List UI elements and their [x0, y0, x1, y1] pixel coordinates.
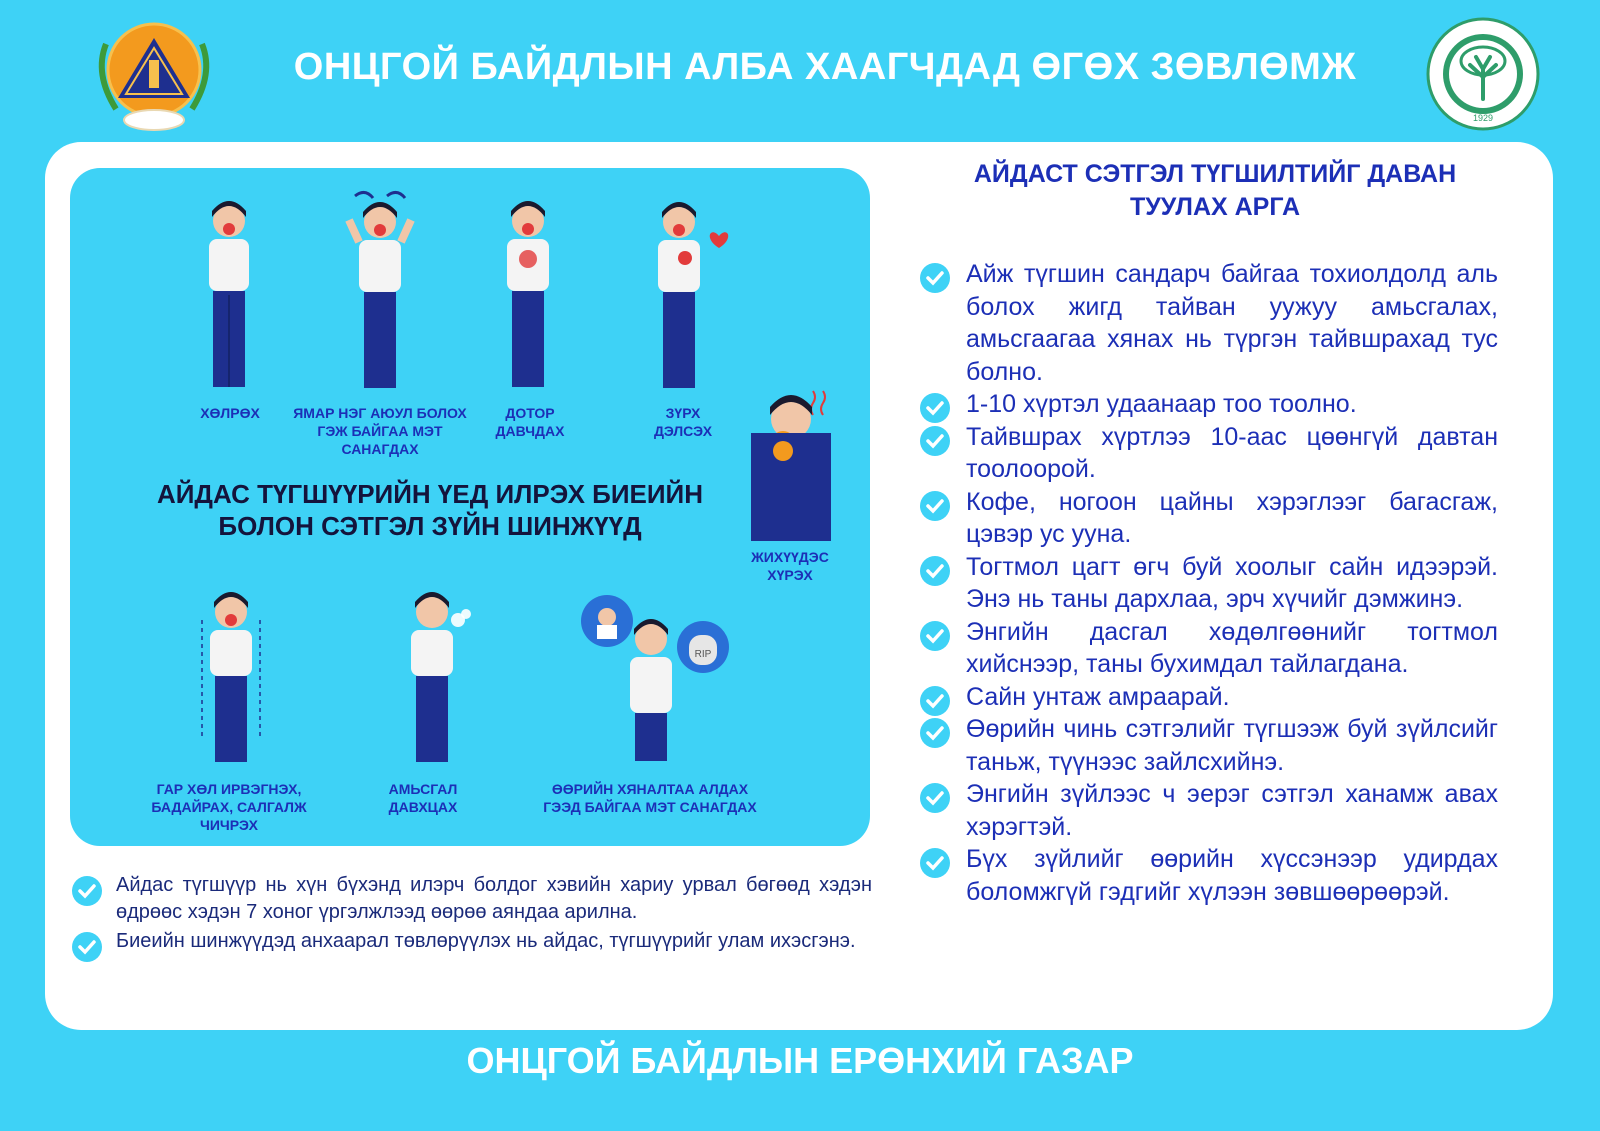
check-icon [72, 932, 102, 962]
tips-title: АЙДАСТ СЭТГЭЛ ТҮГШИЛТИЙГ ДАВАН ТУУЛАХ АРГА [973, 160, 1457, 221]
tip-item [920, 843, 1498, 908]
tombstone-text: RIP [694, 649, 712, 660]
tip-item [920, 388, 1498, 421]
check-icon [920, 426, 950, 456]
tip-item [920, 778, 1498, 843]
symptom-label-shivering: ЖИХҮҮДЭС ХҮРЭХ [751, 549, 829, 583]
tip-text: Өөрийн чинь сэтгэлийг түгшээж буй зүйлсийг таньж, түүнээс зайлсхийнэ. [966, 715, 1498, 776]
tip-text: Тогтмол цагт өгч буй хоолыг сайн идээрэй. Энэ нь таны дархлаа, эрч хүчийг дэмжинэ. [966, 552, 1498, 613]
check-icon [920, 263, 950, 293]
mental-health-center-emblem-icon [1426, 17, 1540, 131]
emergency-emblem-logo [86, 14, 222, 134]
tips-list [920, 258, 1498, 908]
tip-item [920, 681, 1498, 714]
chest-tightness-person-icon [493, 195, 563, 395]
tip-item [920, 713, 1498, 778]
footer-title: ОНЦГОЙ БАЙДЛЫН ЕРӨНХИЙ ГАЗАР [466, 1040, 1134, 1081]
tip-text: Айж түгшин сандарч байгаа тохиолдолд аль болох жигд тайван уужуу амьсгалах, амьсгаагаа хянах нь түргэн тайвшрахад тус болно. [966, 260, 1498, 386]
trembling-person-icon [196, 590, 266, 770]
shortness-of-breath-person-icon [400, 590, 475, 770]
tip-item [920, 258, 1498, 388]
heart-pounding-person-icon [645, 200, 740, 395]
anxious-person-icon [345, 188, 415, 395]
tip-item [920, 551, 1498, 616]
shivering-person-icon [743, 385, 838, 545]
tip-text: Кофе, ногоон цайны хэрэглээг багасгаж, цэвэр ус ууна. [966, 487, 1498, 548]
check-icon [920, 848, 950, 878]
tip-item [920, 486, 1498, 551]
tip-item [920, 421, 1498, 486]
page-title: ОНЦГОЙ БАЙДЛЫН АЛБА ХААГЧДАД ӨГӨХ ЗӨВЛӨМЖ [293, 46, 1357, 88]
symptom-label-sweating: ХӨЛРӨХ [200, 405, 260, 421]
sweating-person-icon [197, 195, 261, 395]
check-icon [920, 686, 950, 716]
bullet-text: Биеийн шинжүүдэд анхаарал төвлөрүүлэх нь айдас, түгшүүрийг улам ихэсгэнэ. [116, 930, 856, 952]
logo-year: 1929 [1472, 113, 1494, 123]
losing-control-person-icon [575, 595, 735, 770]
tip-text: Сайн унтаж амраарай. [966, 682, 1230, 711]
emergency-emblem-icon [86, 14, 222, 134]
symptom-label-breath: АМЬСГАЛ ДАВХЦАХ [388, 781, 458, 815]
left-bullet-list [72, 872, 872, 957]
mental-health-center-logo [1426, 17, 1540, 131]
list-item [72, 928, 872, 955]
bullet-text: Айдас түгшүүр нь хүн бүхэнд илэрч болдог хэвийн хариу урвал бөгөөд хэдэн өдрөөс хэдэн 7 хоног үргэлжлээд өөрөө аяндаа арилна. [116, 874, 872, 923]
check-icon [920, 491, 950, 521]
symptom-label-control: ӨӨРИЙН ХЯНАЛТАА АЛДАХ ГЭЭД БАЙГАА МЭТ САНАГДАХ [543, 781, 757, 815]
symptom-label-danger: ЯМАР НЭГ АЮУЛ БОЛОХ ГЭЖ БАЙГАА МЭТ САНАГДАХ [293, 405, 467, 457]
tip-text: Энгийн зүйлээс ч эерэг сэтгэл ханамж авах хэрэгтэй. [966, 780, 1498, 841]
panel-headline: АЙДАС ТҮГШҮҮРИЙН ҮЕД ИЛРЭХ БИЕИЙН БОЛОН СЭТГЭЛ ЗҮЙН ШИНЖҮҮД [156, 479, 704, 541]
list-item [72, 872, 872, 926]
check-icon [920, 393, 950, 423]
symptom-label-chest: ДОТОР ДАВЧДАХ [495, 405, 565, 439]
tip-item [920, 616, 1498, 681]
check-icon [920, 718, 950, 748]
check-icon [72, 876, 102, 906]
tip-text: Тайвшрах хүртлээ 10-аас цөөнгүй давтан тоолоорой. [966, 422, 1498, 483]
tip-text: Бүх зүйлийг өөрийн хүссэнээр удирдах боломжгүй гэдгийг хүлээн зөвшөөрөөрэй. [966, 845, 1498, 906]
tip-text: 1-10 хүртэл удаанаар тоо тоолно. [966, 390, 1357, 418]
check-icon [920, 783, 950, 813]
symptom-label-trembling: ГАР ХӨЛ ИРВЭГНЭХ, БАДАЙРАХ, САЛГАЛЖ ЧИЧРЭХ [151, 781, 307, 833]
check-icon [920, 556, 950, 586]
check-icon [920, 621, 950, 651]
symptom-label-heart: ЗҮРХ ДЭЛСЭХ [653, 405, 713, 439]
tip-text: Энгийн дасгал хөдөлгөөнийг тогтмол хийснээр, таны бухимдал тайлагдана. [966, 617, 1498, 678]
